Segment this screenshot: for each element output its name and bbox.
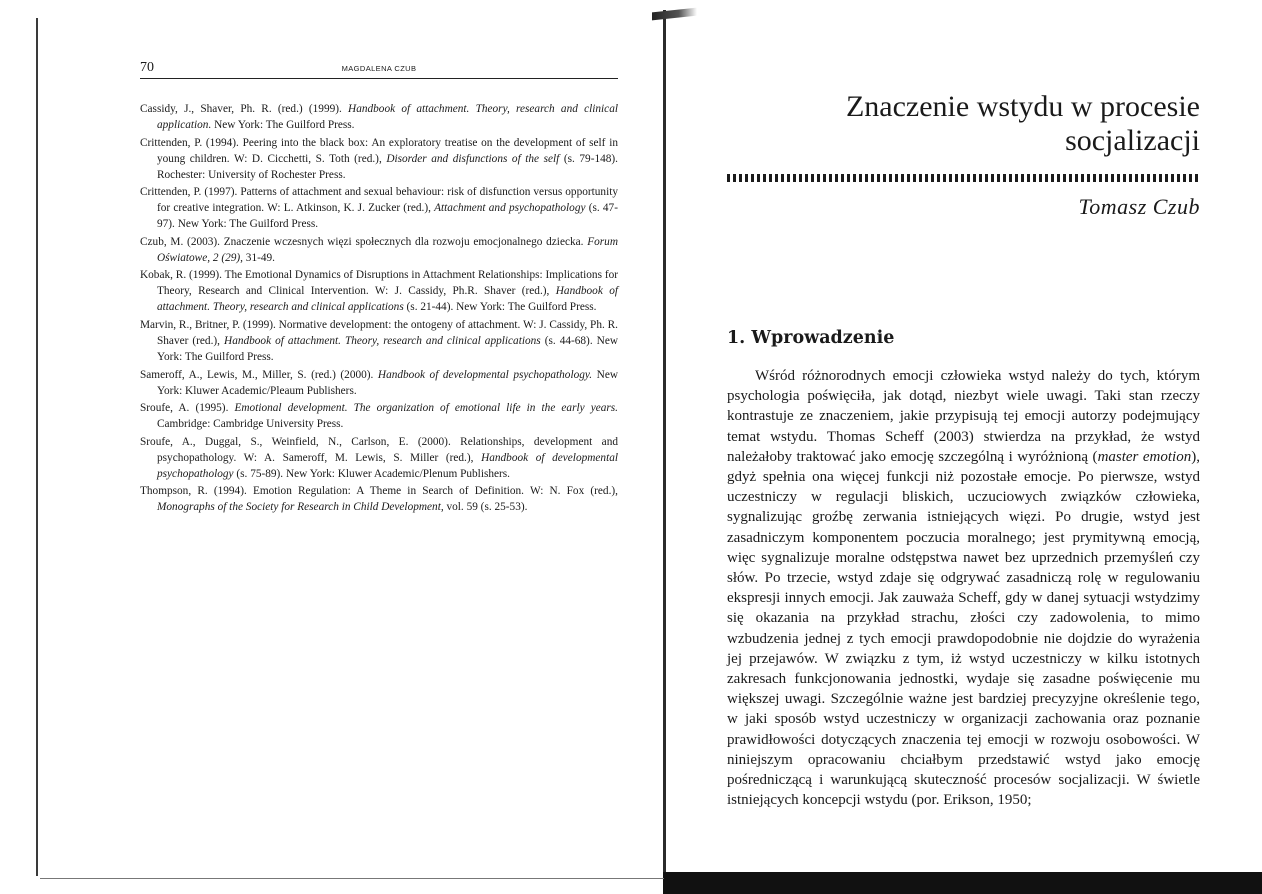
reference-title: Handbook of developmental psychopathology: [157, 451, 618, 480]
reference-text: Sameroff, A., Lewis, M., Miller, S. (red.) (2000).: [140, 368, 378, 381]
paragraph-part2: ), gdyż spełnia ona więcej funkcji niż pozostałe emocje. Po pierwsze, wstyd uczestniczy w regulacji bliskich, uczuciowych związków człowieka, sygnalizując groźbę zerwania istniejących więzi. Po drugie, wstyd jest zasadniczym komponentem poczucia moralnego; jest prymitywną emocją, więc sygnalizuje moralne odstępstwa nawet bez uprzednich przemyśleń czy słów. Po trzecie, wstyd zdaje się odgrywać zasadniczą rolę w regulowaniu ekspresji innych emocji. Jak zauważa Scheff, gdy w danej sytuacji wstydzimy się okazania na przykład strachu, złości czy zadowolenia, to mimo wzbudzenia jednej z tych emocji prawdopodobnie nie dojdzie do wyrażenia jej przejawów. W związku z tym, iż wstyd uczestniczy w kilku istotnych zakresach funkcjonowania jednostki, wydaje się zasadne poświęcenie mu większej uwagi. Szczególnie ważne jest bardziej precyzyjne określenie tego, w jaki sposób wstyd uczestniczy w organizacji zachowania oraz poznanie prawidłowości dotyczących znaczenia tej emocji w rozwoju osobowości. W niniejszym opracowaniu chciałbym przedstawić wstyd jako emocję pośredniczącą i warunkującą skuteczność procesów socjalizacji. W świetle istniejących koncepcji wstydu (por. Erikson, 1950;: [727, 448, 1200, 809]
reference-entry: [140, 367, 618, 399]
reference-title: Handbook of attachment. Theory, research and clinical applications: [224, 334, 541, 347]
reference-title: Attachment and psychopathology: [434, 202, 586, 215]
chapter-title-line2: socjalizacji: [1065, 124, 1200, 157]
reference-title: Emotional development. The organization of emotional life in the early years.: [234, 402, 618, 415]
author-name: Tomasz Czub: [1078, 194, 1200, 219]
reference-text: Cassidy, J., Shaver, Ph. R. (red.) (1999).: [140, 103, 349, 115]
reference-text: Czub, M. (2003). Znaczenie wczesnych więzi społecznych dla rozwoju emocjonalnego dziecka.: [140, 235, 588, 248]
reference-text: Thompson, R. (1994). Emotion Regulation: A Theme in Search of Definition. W: N. Fox (red.),: [140, 485, 618, 498]
reference-publisher: Cambridge: Cambridge University Press.: [157, 418, 344, 431]
book-gutter: [663, 10, 666, 884]
reference-publisher: New York: The Guilford Press.: [211, 119, 355, 131]
page-number: 70: [140, 60, 154, 75]
scan-bottom-edge: [40, 878, 664, 879]
body-paragraph: [727, 366, 1200, 810]
running-title: MAGDALENA CZUB: [341, 64, 417, 73]
reference-publisher: New York: Kluwer Academic/Pleaum Publishers.: [157, 368, 618, 397]
reference-title: Disorder and disfunctions of the self: [386, 152, 560, 165]
reference-entry: [140, 135, 618, 183]
right-page: [727, 90, 1200, 809]
reference-text: Crittenden, P. (1997). Patterns of attachment and sexual behaviour: risk of disfunction versus opportunity for creative integration. W: L. Atkinson, K. J. Zucker (red.),: [140, 186, 618, 215]
reference-entry: [140, 101, 618, 133]
reference-entry: [140, 317, 618, 365]
reference-entry: [140, 434, 618, 482]
reference-entry: [140, 400, 618, 432]
reference-text: Marvin, R., Britner, P. (1999). Normative development: the ontogeny of attachment. W: J. Cassidy, Ph. R. Shaver (red.),: [140, 318, 618, 347]
reference-publisher: (s. 47-97). New York: The Guilford Press.: [157, 202, 618, 231]
section-heading: 1. Wprowadzenie: [727, 328, 895, 348]
reference-publisher: 31-49.: [242, 251, 275, 264]
reference-entry: [140, 184, 618, 232]
reference-title: Handbook of developmental psychopathology.: [377, 368, 593, 381]
chapter-title-line1: Znaczenie wstydu w procesie: [845, 90, 1200, 123]
reference-publisher: (s. 79-148). Rochester: University of Rochester Press.: [157, 152, 618, 181]
reference-title: Handbook of attachment. Theory, research and clinical applications: [157, 285, 618, 314]
running-head: [140, 58, 618, 79]
chapter-title: [727, 90, 1200, 158]
reference-publisher: (s. 44-68). New York: The Guilford Press.: [157, 334, 619, 363]
paragraph-italic: master emotion: [1097, 448, 1192, 465]
reference-title: Monographs of the Society for Research in Child Development,: [157, 501, 444, 514]
reference-entry: [140, 483, 618, 515]
scan-left-edge: [36, 18, 38, 876]
gutter-shadow: [652, 8, 697, 21]
scan-bottom-shadow: [663, 872, 1262, 894]
paragraph-part1: Wśród różnorodnych emocji człowieka wstyd należy do tych, którym psychologia poświęciła, jak dotąd, niezbyt wiele uwagi. Taki stan rzeczy kontrastuje ze znaczeniem, jakie przypisują tej emocji autorzy podejmujący temat wstydu. Thomas Scheff (2003) stwierdza na przykład, że wstyd należałoby traktować jako emocję szczególną i wyróżnioną (: [727, 368, 1200, 465]
reference-publisher: (s. 75-89). New York: Kluwer Academic/Plenum Publishers.: [233, 467, 510, 480]
reference-publisher: (s. 21-44). New York: The Guilford Press.: [403, 301, 597, 314]
reference-text: Sroufe, A., Duggal, S., Weinfield, N., Carlson, E. (2000). Relationships, development and psychopathology. W: A. Sameroff, M. Lewis, S. Miller (red.),: [140, 435, 618, 464]
reference-list: [140, 101, 618, 515]
reference-title: Forum Oświatowe, 2 (29),: [157, 235, 618, 264]
reference-title: Handbook of attachment. Theory, research and clinical application.: [157, 103, 618, 131]
reference-text: Kobak, R. (1999). The Emotional Dynamics of Disruptions in Attachment Relationships: Implications for Theory, Research and Clinical Intervention. W: J. Cassidy, Ph.R. Shaver (red.),: [140, 269, 618, 298]
left-page: [140, 58, 618, 517]
ornament-rule: [727, 174, 1200, 182]
reference-entry: [140, 267, 618, 315]
reference-publisher: vol. 59 (s. 25-53).: [443, 501, 528, 514]
reference-text: Crittenden, P. (1994). Peering into the black box: An exploratory treatise on the development of self in young children. W: D. Cicchetti, S. Toth (red.),: [140, 136, 618, 165]
reference-text: Sroufe, A. (1995).: [140, 402, 235, 415]
reference-entry: [140, 234, 618, 266]
